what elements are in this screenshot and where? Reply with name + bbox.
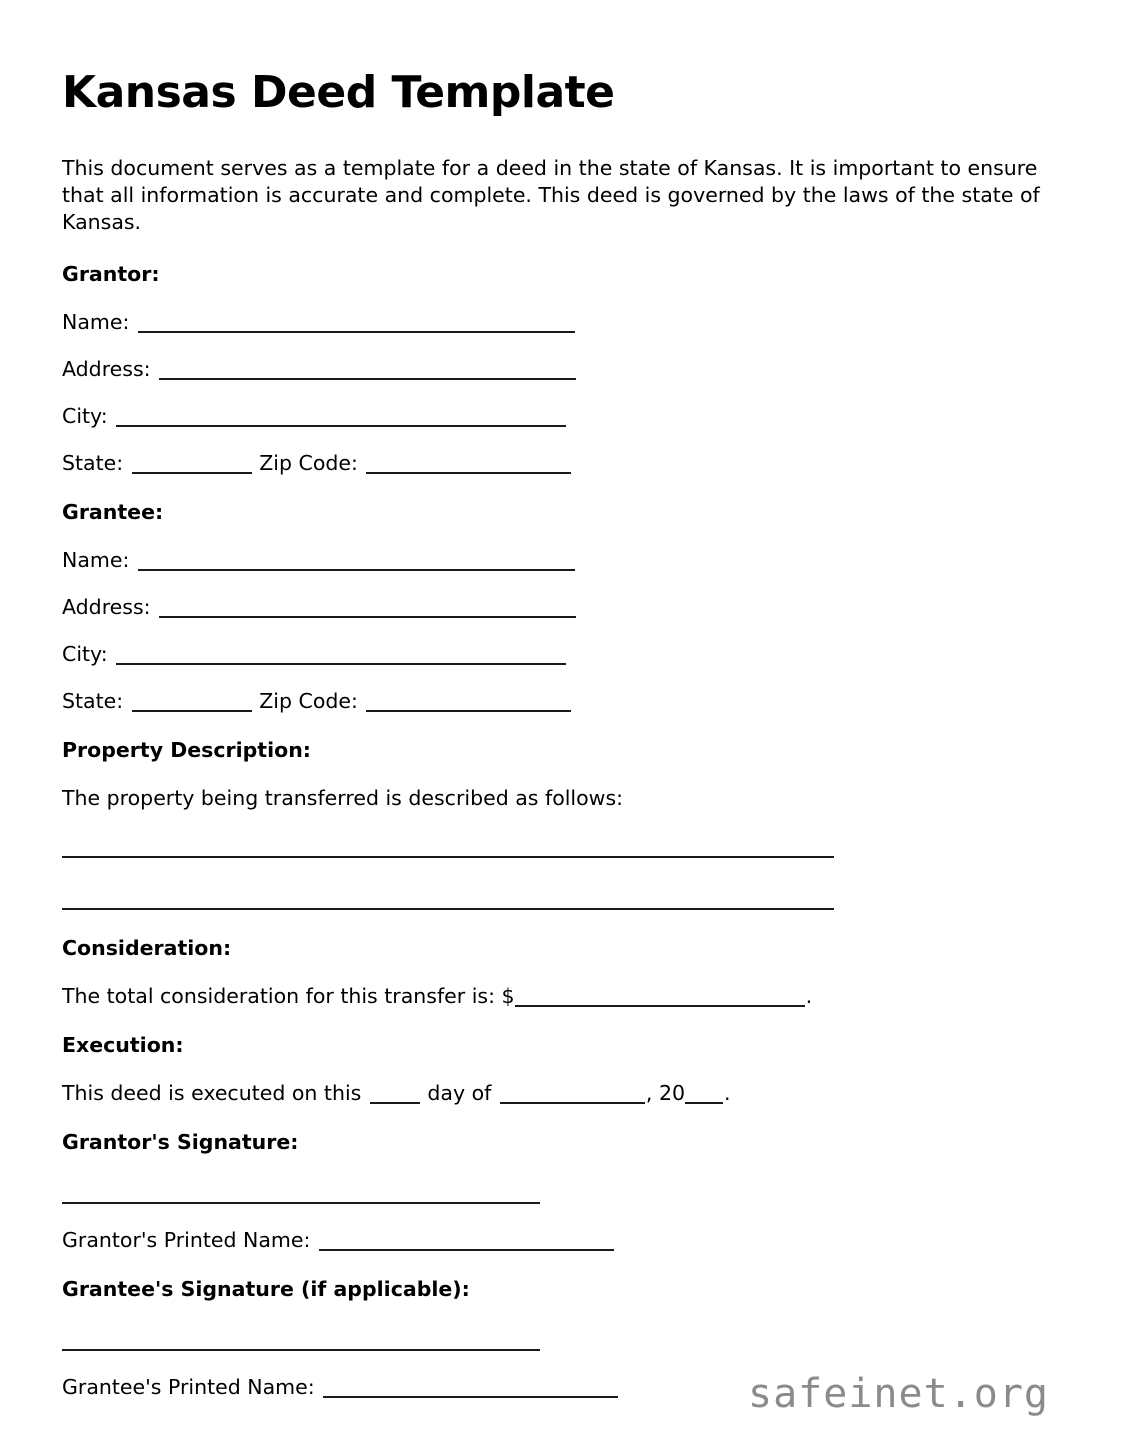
execution-month-input[interactable] bbox=[500, 1102, 645, 1104]
grantor-state-input[interactable] bbox=[132, 472, 252, 474]
execution-day-input[interactable] bbox=[370, 1102, 420, 1104]
grantee-address-input[interactable] bbox=[159, 616, 576, 618]
grantor-state-label: State: bbox=[62, 450, 124, 475]
grantee-name-row bbox=[62, 547, 1062, 572]
page-title: Kansas Deed Template bbox=[62, 67, 615, 118]
consideration-label: The total consideration for this transfer is: $ bbox=[62, 984, 515, 1009]
grantee-address-label: Address: bbox=[62, 594, 151, 619]
grantee-state-label: State: bbox=[62, 688, 124, 713]
execution-text-1: This deed is executed on this bbox=[62, 1081, 362, 1106]
consideration-amount-input[interactable] bbox=[515, 1005, 805, 1007]
document-content bbox=[62, 62, 1062, 1398]
grantor-address-row bbox=[62, 356, 1062, 381]
grantor-address-label: Address: bbox=[62, 356, 151, 381]
grantor-signature-line[interactable] bbox=[62, 1202, 540, 1204]
grantee-city-input[interactable] bbox=[116, 663, 566, 665]
section-heading-property-description: Property Description: bbox=[62, 737, 311, 762]
grantee-signature-line[interactable] bbox=[62, 1349, 540, 1351]
execution-text-3: , 20 bbox=[645, 1081, 686, 1106]
grantor-printed-name-row bbox=[62, 1230, 1062, 1251]
section-heading-grantor-signature: Grantor's Signature: bbox=[62, 1130, 299, 1155]
grantor-city-row bbox=[62, 403, 1062, 428]
grantor-state-zip-row bbox=[62, 450, 1062, 475]
grantee-zip-label: Zip Code: bbox=[259, 688, 358, 713]
grantor-address-input[interactable] bbox=[159, 378, 576, 380]
property-description-line-2[interactable] bbox=[62, 908, 834, 910]
section-heading-grantor: Grantor: bbox=[62, 261, 160, 286]
grantor-zip-label: Zip Code: bbox=[259, 450, 358, 475]
grantor-city-input[interactable] bbox=[116, 425, 566, 427]
execution-date-row bbox=[62, 1083, 1062, 1104]
consideration-row bbox=[62, 986, 1062, 1007]
grantee-state-zip-row bbox=[62, 688, 1062, 713]
section-heading-consideration: Consideration: bbox=[62, 936, 232, 961]
execution-text-4: . bbox=[724, 1081, 731, 1106]
section-heading-execution: Execution: bbox=[62, 1033, 184, 1058]
grantor-printed-name-input[interactable] bbox=[319, 1249, 614, 1251]
execution-year-input[interactable] bbox=[685, 1102, 723, 1104]
property-description-intro: The property being transferred is described as follows: bbox=[62, 785, 624, 810]
grantee-state-input[interactable] bbox=[132, 710, 252, 712]
consideration-period: . bbox=[805, 984, 813, 1009]
grantor-zip-input[interactable] bbox=[366, 472, 571, 474]
grantee-city-row bbox=[62, 641, 1062, 666]
site-watermark: safeinet.org bbox=[748, 1371, 1049, 1417]
execution-text-2: day of bbox=[427, 1081, 492, 1106]
grantor-city-label: City: bbox=[62, 403, 108, 428]
grantee-address-row bbox=[62, 594, 1062, 619]
grantee-name-label: Name: bbox=[62, 547, 130, 572]
grantor-name-input[interactable] bbox=[138, 331, 575, 333]
grantor-printed-name-label: Grantor's Printed Name: bbox=[62, 1228, 311, 1253]
grantee-printed-name-label: Grantee's Printed Name: bbox=[62, 1375, 315, 1400]
property-description-line-1[interactable] bbox=[62, 856, 834, 858]
grantee-printed-name-input[interactable] bbox=[323, 1396, 618, 1398]
grantee-zip-input[interactable] bbox=[366, 710, 571, 712]
grantor-name-label: Name: bbox=[62, 309, 130, 334]
grantor-name-row bbox=[62, 309, 1062, 334]
grantee-city-label: City: bbox=[62, 641, 108, 666]
section-heading-grantee: Grantee: bbox=[62, 499, 164, 524]
intro-paragraph: This document serves as a template for a deed in the state of Kansas. It is important to ensure that all information is accurate and complete. This deed is governed by the laws of the state of Kansas. bbox=[62, 155, 1040, 234]
section-heading-grantee-signature: Grantee's Signature (if applicable): bbox=[62, 1277, 470, 1302]
grantee-name-input[interactable] bbox=[138, 569, 575, 571]
